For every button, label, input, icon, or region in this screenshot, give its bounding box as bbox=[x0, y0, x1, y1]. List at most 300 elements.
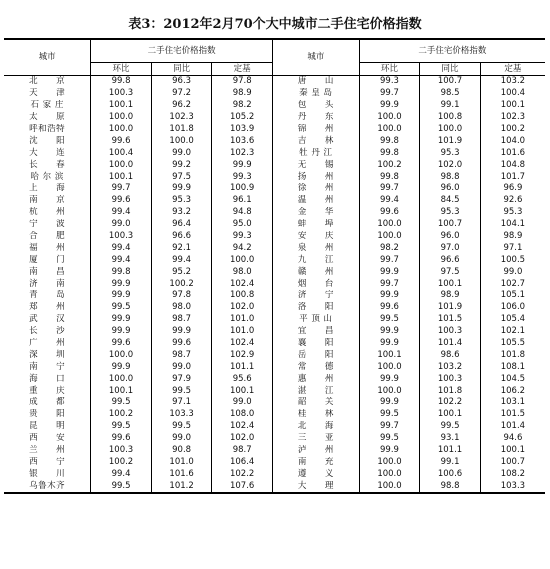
yoy-value-left: 99.0 bbox=[151, 361, 212, 373]
city-header-right: 城市 bbox=[272, 39, 359, 76]
table-row bbox=[4, 421, 545, 433]
base-value-right: 105.1 bbox=[500, 290, 526, 301]
table-row bbox=[4, 349, 545, 361]
mom-value-right: 100.0 bbox=[359, 457, 420, 469]
mom-value-right: 99.9 bbox=[359, 266, 420, 278]
mom-value-left: 99.9 bbox=[91, 361, 152, 373]
city-name-right: 安 庆 bbox=[272, 231, 359, 243]
city-name-left: 南 京 bbox=[4, 195, 91, 207]
city-name-right: 湛 江 bbox=[272, 385, 359, 397]
yoy-value-left: 98.7 bbox=[151, 314, 212, 326]
mom-value-left: 99.9 bbox=[91, 290, 152, 302]
yoy-value-right: 93.1 bbox=[420, 433, 481, 445]
city-name-left: 乌鲁木齐 bbox=[4, 480, 91, 493]
yoy-value-right: 96.0 bbox=[420, 231, 481, 243]
city-name-right: 丹 东 bbox=[272, 112, 359, 124]
mom-value-right: 99.7 bbox=[359, 183, 420, 195]
city-name-right: 九 江 bbox=[272, 254, 359, 266]
base-value-left: 102.9 bbox=[212, 349, 273, 361]
mom-value-right: 100.0 bbox=[359, 219, 420, 231]
table-row bbox=[4, 207, 545, 219]
city-name-left: 成 都 bbox=[4, 397, 91, 409]
yoy-value-right: 101.5 bbox=[420, 314, 481, 326]
city-name-left: 西 宁 bbox=[4, 457, 91, 469]
city-name-left: 厦 门 bbox=[4, 254, 91, 266]
base-value-left: 101.1 bbox=[212, 361, 273, 373]
city-name-right: 徐 州 bbox=[272, 183, 359, 195]
yoy-value-right: 100.1 bbox=[420, 278, 481, 290]
yoy-value-right: 101.1 bbox=[420, 445, 481, 457]
mom-value-left: 99.6 bbox=[91, 338, 152, 350]
yoy-value-right: 99.1 bbox=[420, 100, 481, 112]
table-row bbox=[4, 242, 545, 254]
base-value-left: 102.4 bbox=[212, 421, 273, 433]
city-name-left: 北 京 bbox=[4, 76, 91, 88]
yoy-value-left: 97.2 bbox=[151, 88, 212, 100]
city-name-right: 宜 昌 bbox=[272, 326, 359, 338]
yoy-value-right: 101.9 bbox=[420, 302, 481, 314]
mom-value-left: 99.9 bbox=[91, 278, 152, 290]
base-value-right: 103.3 bbox=[480, 480, 545, 493]
city-name-left: 杭 州 bbox=[4, 207, 91, 219]
mom-value-right: 99.5 bbox=[359, 409, 420, 421]
mom-value-left: 100.4 bbox=[91, 147, 152, 159]
yoy-value-right: 97.5 bbox=[420, 266, 481, 278]
mom-value-right: 99.9 bbox=[359, 373, 420, 385]
mom-value-left: 100.1 bbox=[91, 385, 152, 397]
table-row bbox=[4, 373, 545, 385]
city-name-left: 银 川 bbox=[4, 468, 91, 480]
table-row bbox=[4, 445, 545, 457]
base-value-right: 102.7 bbox=[500, 278, 526, 289]
mom-value-right: 99.3 bbox=[359, 76, 420, 88]
base-value-right: 106.2 bbox=[500, 385, 526, 396]
yoy-value-right: 98.8 bbox=[420, 171, 481, 183]
city-name-left: 南 昌 bbox=[4, 266, 91, 278]
city-name-left: 上 海 bbox=[4, 183, 91, 195]
yoy-value-left: 99.2 bbox=[151, 159, 212, 171]
index-group-header-left: 二手住宅价格指数 bbox=[91, 39, 273, 63]
city-name-left: 济 南 bbox=[4, 278, 91, 290]
base-value-left: 95.6 bbox=[212, 373, 273, 385]
city-name-left: 南 宁 bbox=[4, 361, 91, 373]
yoy-value-right: 98.6 bbox=[420, 349, 481, 361]
city-name-left: 沈 阳 bbox=[4, 135, 91, 147]
base-value-left: 98.9 bbox=[212, 88, 273, 100]
base-value-right: 108.1 bbox=[500, 361, 526, 372]
mom-value-right: 100.0 bbox=[359, 112, 420, 124]
city-name-right: 吉 林 bbox=[272, 135, 359, 147]
table-row bbox=[4, 76, 545, 88]
city-name-right: 锦 州 bbox=[272, 124, 359, 136]
mom-value-right: 99.6 bbox=[359, 207, 420, 219]
yoy-value-left: 97.9 bbox=[151, 373, 212, 385]
table-row bbox=[4, 338, 545, 350]
base-value-right: 104.0 bbox=[500, 135, 526, 146]
mom-value-left: 100.0 bbox=[91, 159, 152, 171]
base-value-left: 94.8 bbox=[212, 207, 273, 219]
table-row bbox=[4, 290, 545, 302]
yoy-value-left: 102.3 bbox=[151, 112, 212, 124]
yoy-value-right: 100.0 bbox=[420, 124, 481, 136]
city-name-left: 呼和浩特 bbox=[4, 124, 91, 136]
table-row bbox=[4, 112, 545, 124]
city-name-left: 贵 阳 bbox=[4, 409, 91, 421]
yoy-value-right: 96.6 bbox=[420, 254, 481, 266]
mom-value-left: 99.9 bbox=[91, 326, 152, 338]
mom-value-left: 99.5 bbox=[91, 421, 152, 433]
city-name-left: 西 安 bbox=[4, 433, 91, 445]
base-value-left: 103.9 bbox=[212, 124, 273, 136]
city-name-right: 无 锡 bbox=[272, 159, 359, 171]
base-value-left: 98.0 bbox=[212, 266, 273, 278]
yoy-value-left: 95.2 bbox=[151, 266, 212, 278]
mom-value-right: 100.0 bbox=[359, 124, 420, 136]
base-value-left: 101.0 bbox=[212, 326, 273, 338]
mom-value-left: 100.0 bbox=[91, 124, 152, 136]
table-row bbox=[4, 195, 545, 207]
yoy-value-right: 99.1 bbox=[420, 457, 481, 469]
city-name-left: 宁 波 bbox=[4, 219, 91, 231]
mom-value-right: 99.9 bbox=[359, 445, 420, 457]
mom-value-right: 99.9 bbox=[359, 338, 420, 350]
mom-value-right: 99.5 bbox=[359, 433, 420, 445]
mom-value-left: 100.3 bbox=[91, 88, 152, 100]
mom-value-left: 99.6 bbox=[91, 195, 152, 207]
city-name-right: 泉 州 bbox=[272, 242, 359, 254]
city-name-right: 唐 山 bbox=[272, 76, 359, 88]
table-row bbox=[4, 183, 545, 195]
table-row bbox=[4, 361, 545, 373]
table-row bbox=[4, 159, 545, 171]
base-value-left: 98.7 bbox=[212, 445, 273, 457]
yoy-value-right: 98.9 bbox=[420, 290, 481, 302]
yoy-value-left: 99.5 bbox=[151, 421, 212, 433]
yoy-value-right: 84.5 bbox=[420, 195, 481, 207]
city-name-right: 济 宁 bbox=[272, 290, 359, 302]
base-value-left: 108.0 bbox=[212, 409, 273, 421]
yoy-value-right: 95.3 bbox=[420, 207, 481, 219]
base-value-left: 102.0 bbox=[212, 302, 273, 314]
city-name-right: 洛 阳 bbox=[272, 302, 359, 314]
table-row bbox=[4, 278, 545, 290]
mom-value-right: 100.2 bbox=[359, 159, 420, 171]
city-name-right: 扬 州 bbox=[272, 171, 359, 183]
city-name-left: 大 连 bbox=[4, 147, 91, 159]
mom-value-left: 99.7 bbox=[91, 183, 152, 195]
city-name-left: 海 口 bbox=[4, 373, 91, 385]
city-name-right: 蚌 埠 bbox=[272, 219, 359, 231]
yoy-value-right: 99.5 bbox=[420, 421, 481, 433]
yoy-value-left: 101.8 bbox=[151, 124, 212, 136]
base-value-left: 99.3 bbox=[212, 171, 273, 183]
mom-header-right: 环比 bbox=[359, 63, 420, 76]
base-value-right: 101.5 bbox=[500, 409, 526, 420]
yoy-value-left: 97.8 bbox=[151, 290, 212, 302]
table-row bbox=[4, 219, 545, 231]
yoy-value-left: 99.9 bbox=[151, 326, 212, 338]
base-value-left: 107.6 bbox=[212, 480, 273, 493]
table-row bbox=[4, 254, 545, 266]
yoy-value-right: 100.6 bbox=[420, 468, 481, 480]
city-name-left: 天 津 bbox=[4, 88, 91, 100]
base-value-right: 96.9 bbox=[503, 183, 523, 194]
mom-value-right: 99.9 bbox=[359, 290, 420, 302]
base-value-left: 103.6 bbox=[212, 135, 273, 147]
base-value-left: 101.0 bbox=[212, 314, 273, 326]
city-name-right: 金 华 bbox=[272, 207, 359, 219]
city-name-left: 青 岛 bbox=[4, 290, 91, 302]
yoy-value-left: 99.4 bbox=[151, 254, 212, 266]
base-header-right: 定基 bbox=[480, 63, 545, 76]
base-value-left: 102.0 bbox=[212, 433, 273, 445]
city-name-right: 北 海 bbox=[272, 421, 359, 433]
base-value-right: 100.1 bbox=[500, 445, 526, 456]
city-name-right: 三 亚 bbox=[272, 433, 359, 445]
mom-value-right: 100.0 bbox=[359, 468, 420, 480]
city-name-right: 秦 皇 岛 bbox=[272, 88, 359, 100]
mom-value-right: 99.7 bbox=[359, 254, 420, 266]
city-name-right: 韶 关 bbox=[272, 397, 359, 409]
mom-value-left: 99.6 bbox=[91, 433, 152, 445]
yoy-value-right: 101.9 bbox=[420, 135, 481, 147]
table-row bbox=[4, 480, 545, 493]
base-value-left: 100.9 bbox=[212, 183, 273, 195]
yoy-value-left: 99.9 bbox=[151, 183, 212, 195]
base-value-left: 102.4 bbox=[212, 278, 273, 290]
mom-value-right: 99.8 bbox=[359, 147, 420, 159]
base-value-right: 100.1 bbox=[500, 100, 526, 111]
mom-value-right: 99.9 bbox=[359, 397, 420, 409]
mom-value-left: 99.4 bbox=[91, 242, 152, 254]
yoy-value-left: 99.0 bbox=[151, 433, 212, 445]
base-value-right: 92.6 bbox=[503, 195, 523, 206]
yoy-value-left: 96.4 bbox=[151, 219, 212, 231]
city-name-right: 常 德 bbox=[272, 361, 359, 373]
base-value-left: 102.4 bbox=[212, 338, 273, 350]
city-name-left: 郑 州 bbox=[4, 302, 91, 314]
base-value-right: 100.5 bbox=[500, 254, 526, 265]
yoy-value-right: 97.0 bbox=[420, 242, 481, 254]
mom-value-right: 99.4 bbox=[359, 195, 420, 207]
yoy-value-left: 96.3 bbox=[151, 76, 212, 88]
yoy-value-left: 95.3 bbox=[151, 195, 212, 207]
yoy-value-right: 102.2 bbox=[420, 397, 481, 409]
mom-value-left: 99.5 bbox=[91, 480, 152, 493]
yoy-value-left: 92.1 bbox=[151, 242, 212, 254]
mom-value-left: 99.9 bbox=[91, 314, 152, 326]
table-row bbox=[4, 468, 545, 480]
yoy-value-right: 100.3 bbox=[420, 326, 481, 338]
table-row bbox=[4, 409, 545, 421]
city-name-left: 太 原 bbox=[4, 112, 91, 124]
mom-value-left: 100.1 bbox=[91, 100, 152, 112]
base-value-left: 99.0 bbox=[212, 397, 273, 409]
city-name-right: 温 州 bbox=[272, 195, 359, 207]
mom-header-left: 环比 bbox=[91, 63, 152, 76]
price-index-table bbox=[4, 38, 545, 494]
yoy-header-left: 同比 bbox=[151, 63, 212, 76]
base-value-left: 100.1 bbox=[212, 385, 273, 397]
yoy-value-right: 102.0 bbox=[420, 159, 481, 171]
yoy-value-left: 99.5 bbox=[151, 385, 212, 397]
mom-value-left: 99.4 bbox=[91, 207, 152, 219]
table-row bbox=[4, 124, 545, 136]
mom-value-left: 99.5 bbox=[91, 397, 152, 409]
mom-value-left: 100.3 bbox=[91, 231, 152, 243]
mom-value-right: 99.7 bbox=[359, 88, 420, 100]
table-row bbox=[4, 302, 545, 314]
base-value-left: 102.3 bbox=[212, 147, 273, 159]
city-name-left: 武 汉 bbox=[4, 314, 91, 326]
yoy-value-right: 101.4 bbox=[420, 338, 481, 350]
mom-value-left: 100.2 bbox=[91, 457, 152, 469]
yoy-value-right: 101.8 bbox=[420, 385, 481, 397]
base-value-right: 100.2 bbox=[500, 124, 526, 134]
base-value-left: 105.2 bbox=[212, 112, 273, 124]
mom-value-right: 100.1 bbox=[359, 349, 420, 361]
mom-value-left: 99.6 bbox=[91, 135, 152, 147]
city-name-left: 福 州 bbox=[4, 242, 91, 254]
mom-value-right: 99.8 bbox=[359, 135, 420, 147]
base-value-right: 104.5 bbox=[500, 373, 526, 384]
city-name-right: 桂 林 bbox=[272, 409, 359, 421]
yoy-value-left: 96.6 bbox=[151, 231, 212, 243]
yoy-value-left: 90.8 bbox=[151, 445, 212, 457]
city-name-left: 重 庆 bbox=[4, 385, 91, 397]
city-name-right: 岳 阳 bbox=[272, 349, 359, 361]
yoy-value-left: 96.2 bbox=[151, 100, 212, 112]
mom-value-right: 100.0 bbox=[359, 231, 420, 243]
yoy-value-left: 101.6 bbox=[151, 468, 212, 480]
mom-value-right: 99.7 bbox=[359, 421, 420, 433]
mom-value-left: 100.3 bbox=[91, 445, 152, 457]
mom-value-left: 100.0 bbox=[91, 349, 152, 361]
base-value-right: 100.4 bbox=[500, 88, 526, 99]
city-name-left: 兰 州 bbox=[4, 445, 91, 457]
mom-value-left: 99.4 bbox=[91, 254, 152, 266]
city-name-right: 平 顶 山 bbox=[272, 314, 359, 326]
table-row bbox=[4, 135, 545, 147]
city-name-right: 惠 州 bbox=[272, 373, 359, 385]
yoy-value-right: 98.5 bbox=[420, 88, 481, 100]
city-name-left: 合 肥 bbox=[4, 231, 91, 243]
city-name-left: 昆 明 bbox=[4, 421, 91, 433]
base-value-right: 98.9 bbox=[503, 231, 523, 242]
base-value-left: 99.9 bbox=[212, 159, 273, 171]
base-value-right: 101.7 bbox=[500, 171, 526, 182]
table-row bbox=[4, 147, 545, 159]
base-value-left: 97.8 bbox=[212, 76, 273, 88]
mom-value-right: 99.9 bbox=[359, 100, 420, 112]
mom-value-right: 99.7 bbox=[359, 278, 420, 290]
mom-value-right: 100.0 bbox=[359, 480, 420, 493]
index-group-header-right: 二手住宅价格指数 bbox=[359, 39, 545, 63]
base-value-right: 101.4 bbox=[500, 421, 526, 432]
mom-value-right: 100.0 bbox=[359, 385, 420, 397]
mom-value-right: 99.5 bbox=[359, 314, 420, 326]
yoy-value-right: 100.3 bbox=[420, 373, 481, 385]
yoy-value-left: 98.0 bbox=[151, 302, 212, 314]
table-row bbox=[4, 266, 545, 278]
yoy-value-left: 100.2 bbox=[151, 278, 212, 290]
mom-value-left: 99.4 bbox=[91, 468, 152, 480]
table-title: 表3：2012年2月70个大中城市二手住宅价格指数 bbox=[128, 17, 422, 32]
mom-value-right: 100.0 bbox=[359, 361, 420, 373]
table-row bbox=[4, 314, 545, 326]
city-header-left: 城市 bbox=[4, 39, 91, 76]
mom-value-left: 99.8 bbox=[91, 266, 152, 278]
city-name-right: 南 充 bbox=[272, 457, 359, 469]
yoy-value-left: 97.5 bbox=[151, 171, 212, 183]
city-name-right: 遵 义 bbox=[272, 468, 359, 480]
table-row bbox=[4, 457, 545, 469]
table-row bbox=[4, 100, 545, 112]
city-name-right: 泸 州 bbox=[272, 445, 359, 457]
mom-value-left: 100.0 bbox=[91, 373, 152, 385]
city-name-right: 烟 台 bbox=[272, 278, 359, 290]
table-row bbox=[4, 88, 545, 100]
city-name-left: 石 家 庄 bbox=[4, 100, 91, 112]
base-value-left: 106.4 bbox=[212, 457, 273, 469]
city-name-left: 长 春 bbox=[4, 159, 91, 171]
city-name-right: 包 头 bbox=[272, 100, 359, 112]
base-value-right: 94.6 bbox=[503, 433, 523, 444]
base-value-right: 101.6 bbox=[500, 147, 526, 158]
base-value-left: 102.2 bbox=[212, 468, 273, 480]
yoy-value-left: 93.2 bbox=[151, 207, 212, 219]
table-row bbox=[4, 433, 545, 445]
yoy-value-left: 98.7 bbox=[151, 349, 212, 361]
base-value-right: 104.8 bbox=[500, 159, 526, 170]
table-body bbox=[4, 76, 545, 494]
yoy-value-right: 98.8 bbox=[420, 480, 481, 493]
table-row bbox=[4, 231, 545, 243]
yoy-value-right: 100.8 bbox=[420, 112, 481, 124]
yoy-value-right: 100.7 bbox=[420, 219, 481, 231]
table-row bbox=[4, 326, 545, 338]
mom-value-left: 99.5 bbox=[91, 302, 152, 314]
yoy-value-left: 99.0 bbox=[151, 147, 212, 159]
base-value-right: 99.0 bbox=[503, 266, 523, 277]
city-name-left: 深 圳 bbox=[4, 349, 91, 361]
base-value-left: 98.2 bbox=[212, 100, 273, 112]
yoy-value-right: 103.2 bbox=[420, 361, 481, 373]
city-name-right: 牡 丹 江 bbox=[272, 147, 359, 159]
yoy-value-left: 101.2 bbox=[151, 480, 212, 493]
city-name-left: 长 沙 bbox=[4, 326, 91, 338]
table-row bbox=[4, 385, 545, 397]
base-value-right: 105.4 bbox=[500, 314, 526, 325]
base-value-right: 102.3 bbox=[500, 112, 526, 123]
yoy-value-left: 99.6 bbox=[151, 338, 212, 350]
mom-value-right: 98.2 bbox=[359, 242, 420, 254]
city-name-left: 哈 尔 滨 bbox=[4, 171, 91, 183]
base-value-right: 97.1 bbox=[503, 242, 523, 253]
yoy-value-right: 96.0 bbox=[420, 183, 481, 195]
mom-value-right: 99.6 bbox=[359, 302, 420, 314]
base-header-left: 定基 bbox=[212, 63, 273, 76]
mom-value-left: 100.1 bbox=[91, 171, 152, 183]
yoy-value-right: 100.7 bbox=[420, 76, 481, 88]
base-value-right: 108.2 bbox=[500, 468, 526, 479]
base-value-right: 101.8 bbox=[500, 349, 526, 360]
base-value-left: 99.3 bbox=[212, 231, 273, 243]
yoy-value-left: 103.3 bbox=[151, 409, 212, 421]
yoy-value-left: 101.0 bbox=[151, 457, 212, 469]
city-name-right: 赣 州 bbox=[272, 266, 359, 278]
base-value-left: 100.0 bbox=[212, 254, 273, 266]
